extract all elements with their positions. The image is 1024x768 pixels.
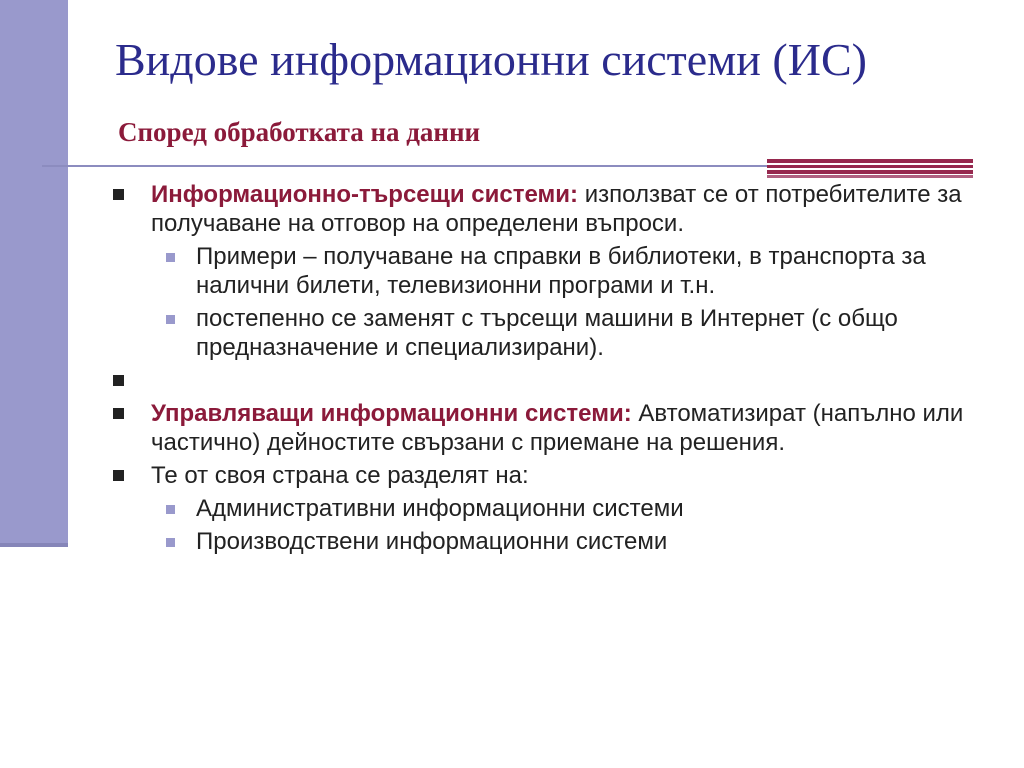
bullet-list — [113, 180, 973, 560]
bullet-item-info-search — [113, 180, 973, 238]
bullet-text: Автоматизират (напълно или частично) дейностите свързани с приемане на решения. — [151, 400, 964, 456]
bullet-item-management — [113, 399, 973, 457]
bullet-item-empty — [113, 366, 973, 395]
slide-title: Видове информационни системи (ИС) — [115, 34, 867, 85]
sub-bullet-replacement — [113, 304, 973, 362]
sub-bullet-text: Производствени информационни системи — [196, 528, 668, 555]
sub-bullet-text: постепенно се заменят с търсещи машини в Интернет (с общо предназначение и специализирани). — [196, 305, 898, 361]
square-bullet-icon — [113, 189, 124, 200]
sub-bullet-production — [113, 527, 973, 556]
bullet-term: Информационно-търсещи системи: — [151, 181, 579, 208]
square-bullet-icon — [113, 408, 124, 419]
sub-bullet-examples — [113, 242, 973, 300]
square-bullet-icon — [166, 538, 175, 547]
bullet-item-division — [113, 461, 973, 490]
bullet-text: Те от своя страна се разделят на: — [151, 462, 529, 489]
bullet-text: използват се от потребителите за получаване на отговор на определени въпроси. — [151, 181, 962, 237]
bullet-term: Управляващи информационни системи: — [151, 400, 632, 427]
decorative-sidebar — [0, 0, 68, 546]
square-bullet-icon — [113, 470, 124, 481]
square-bullet-icon — [166, 315, 175, 324]
square-bullet-icon — [166, 505, 175, 514]
sub-bullet-text: Административни информационни системи — [196, 495, 684, 522]
header-divider-accent — [767, 159, 973, 178]
sub-bullet-text: Примери – получаване на справки в библиотеки, в транспорта за налични билети, телевизионни програми и т.н. — [196, 243, 926, 299]
sidebar-bottom-edge — [0, 543, 68, 547]
slide-subtitle: Според обработката на данни — [118, 117, 481, 147]
sub-bullet-administrative — [113, 494, 973, 523]
square-bullet-icon — [166, 253, 175, 262]
square-bullet-icon — [113, 375, 124, 386]
